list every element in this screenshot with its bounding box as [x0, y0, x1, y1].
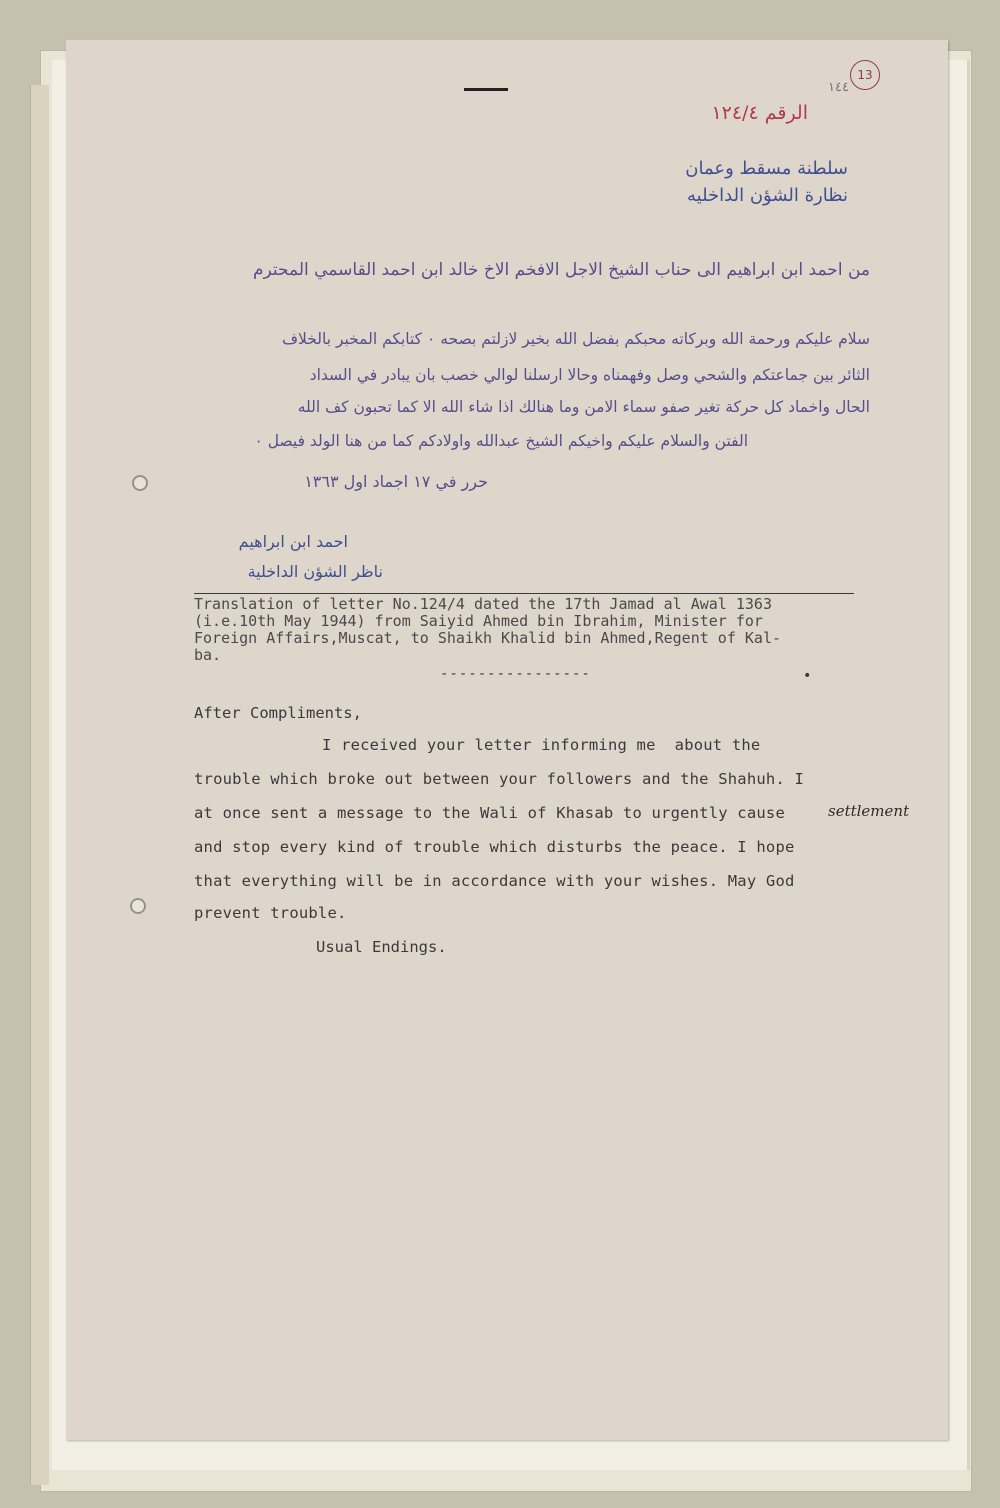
compliments-line: After Compliments, — [194, 704, 362, 722]
usual-endings-line: Usual Endings. — [316, 938, 447, 956]
letter-page — [66, 40, 948, 1440]
body-line: at once sent a message to the Wali of Khasab to urgently cause — [194, 804, 785, 822]
translation-rule — [194, 593, 854, 594]
body-line: and stop every kind of trouble which disturbs the peace. I hope — [194, 838, 795, 856]
arabic-salutation: من احمد ابن ابراهيم الى حناب الشيخ الاجل الافخم الاخ خالد ابن احمد القاسمي المحترم — [253, 260, 870, 280]
separator-dashes: ---------------- — [440, 666, 591, 682]
folio-circled-number: 13 — [850, 60, 880, 90]
arabic-signature-title: ناظر الشؤن الداخلية — [247, 562, 383, 581]
arabic-body-line: سلام عليكم ورحمة الله وبركاته محبكم بفضل الله بخير لازلتم بصحه ٠ كتابكم المخبر بالخلاف — [281, 330, 870, 348]
arabic-date: حرر في ١٧ اجماد اول ١٣٦٣ — [304, 472, 488, 491]
arabic-signature-name: احمد ابن ابراهيم — [238, 532, 348, 551]
folio-pencil-number: ١٤٤ — [828, 80, 849, 95]
arabic-sultanate-heading: سلطنة مسقط وعمان — [685, 158, 848, 179]
separator-dot: • — [803, 668, 812, 684]
body-line: trouble which broke out between your followers and the Shahuh. I — [194, 770, 805, 788]
top-dash-mark — [464, 88, 508, 91]
punch-hole — [130, 898, 146, 914]
arabic-ministry-heading: نظارة الشؤن الداخليه — [687, 185, 848, 206]
body-line: I received your letter informing me about the — [322, 736, 761, 754]
arabic-reference-number: الرقم ١٢٤/٤ — [711, 102, 808, 124]
body-line: prevent trouble. — [194, 904, 347, 922]
handwritten-insert: settlement — [828, 802, 910, 820]
body-line: that everything will be in accordance with your wishes. May God — [194, 872, 795, 890]
arabic-body-line: الثائر بين جماعتكم والشحي وصل وفهمناه وحالا ارسلنا لوالي خصب بان يبادر في السداد — [309, 366, 870, 384]
punch-hole — [132, 475, 148, 491]
folder-tab-strip — [30, 85, 49, 1485]
arabic-body-line: الحال واخماد كل حركة تغير صفو سماء الامن وما هنالك اذا شاء الله الا كما تحبون كف الله — [297, 398, 870, 416]
arabic-body-line: الفتن والسلام عليكم واخيكم الشيخ عبدالله واولادكم كما من هنا الولد فيصل ٠ — [254, 432, 748, 450]
translation-heading: Translation of letter No.124/4 dated the 17th Jamad al Awal 1363 (i.e.10th May 1944) from Saiyid Ahmed bin Ibrahim, Minister for Foreign Affairs,Muscat, to Shaikh Khalid bin Ahmed,Regent of Kal- ba. — [194, 595, 781, 664]
